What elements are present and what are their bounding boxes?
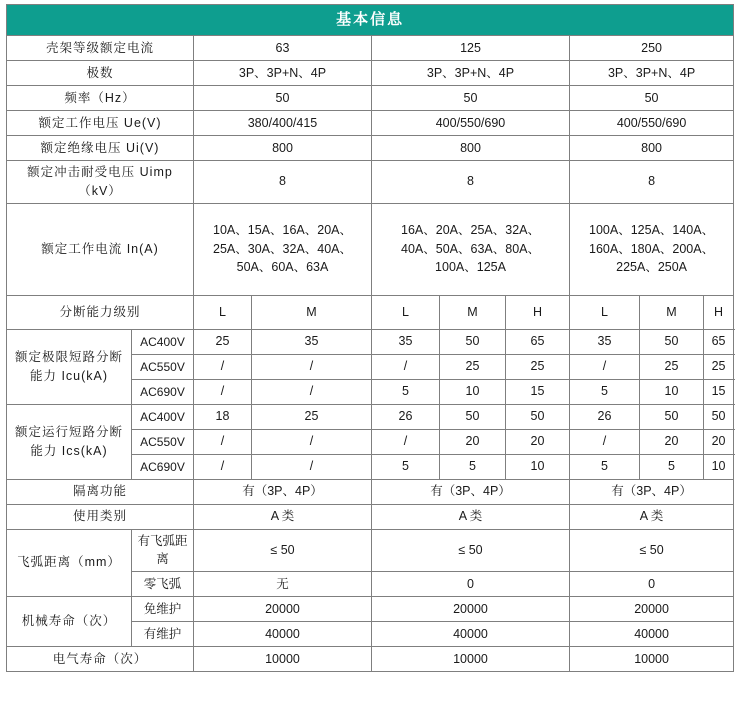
cell-elec-life-125: 10000 bbox=[372, 647, 570, 672]
table-row bbox=[7, 404, 734, 429]
cell-icu-ac550v-125-L: / bbox=[372, 354, 440, 379]
sub-label-zero-arc: 零飞弧 bbox=[132, 572, 194, 597]
cell-ui-250: 800 bbox=[570, 136, 734, 161]
sub-label-ics-ac550v: AC550V bbox=[132, 429, 194, 454]
cell-zero-arc-125: 0 bbox=[372, 572, 570, 597]
table-row bbox=[7, 597, 734, 622]
cell-ics-ac550v-125-L: / bbox=[372, 429, 440, 454]
cell-frame-current-250: 250 bbox=[570, 36, 734, 61]
sub-label-icu-ac400v: AC400V bbox=[132, 329, 194, 354]
cell-icu-ac550v-63-L: / bbox=[194, 354, 252, 379]
cell-ics-ac400v-125-L: 26 bbox=[372, 404, 440, 429]
cell-ics-ac550v-250-M: 20 bbox=[640, 429, 704, 454]
cell-ics-ac400v-250-M: 50 bbox=[640, 404, 704, 429]
cell-utilization-250: A 类 bbox=[570, 504, 734, 529]
cell-ics-ac550v-250-L: / bbox=[570, 429, 640, 454]
cell-icu-ac690v-250-H: 15 bbox=[704, 379, 734, 404]
row-label-elec-life: 电气寿命（次） bbox=[7, 647, 194, 672]
cell-icu-ac400v-125-H: 65 bbox=[506, 329, 570, 354]
cell-mech-free-250: 20000 bbox=[570, 597, 734, 622]
row-label-frequency: 频率（Hz） bbox=[7, 86, 194, 111]
cell-zero-arc-250: 0 bbox=[570, 572, 734, 597]
cell-breaking-level-250-H: H bbox=[704, 295, 734, 329]
cell-ue-250: 400/550/690 bbox=[570, 111, 734, 136]
cell-icu-ac690v-125-H: 15 bbox=[506, 379, 570, 404]
cell-poles-250: 3P、3P+N、4P bbox=[570, 61, 734, 86]
table-row bbox=[7, 203, 734, 295]
row-label-icu: 额定极限短路分断能力 Icu(kA) bbox=[7, 329, 132, 404]
row-label-breaking-level: 分断能力级别 bbox=[7, 295, 194, 329]
cell-isolation-125: 有（3P、4P） bbox=[372, 479, 570, 504]
cell-ics-ac400v-125-H: 50 bbox=[506, 404, 570, 429]
cell-elec-life-63: 10000 bbox=[194, 647, 372, 672]
cell-icu-ac400v-250-M: 50 bbox=[640, 329, 704, 354]
table-row bbox=[7, 161, 734, 204]
cell-ics-ac690v-63-M: / bbox=[252, 454, 372, 479]
cell-ics-ac550v-63-M: / bbox=[252, 429, 372, 454]
cell-ue-125: 400/550/690 bbox=[372, 111, 570, 136]
table-row bbox=[7, 61, 734, 86]
cell-icu-ac690v-125-L: 5 bbox=[372, 379, 440, 404]
cell-icu-ac550v-250-H: 25 bbox=[704, 354, 734, 379]
cell-with-arc-63: ≤ 50 bbox=[194, 529, 372, 572]
row-label-ics: 额定运行短路分断能力 Ics(kA) bbox=[7, 404, 132, 479]
cell-ics-ac400v-125-M: 50 bbox=[440, 404, 506, 429]
cell-breaking-level-125-M: M bbox=[440, 295, 506, 329]
cell-ics-ac400v-250-L: 26 bbox=[570, 404, 640, 429]
cell-icu-ac400v-63-L: 25 bbox=[194, 329, 252, 354]
cell-with-arc-250: ≤ 50 bbox=[570, 529, 734, 572]
cell-utilization-125: A 类 bbox=[372, 504, 570, 529]
row-label-utilization: 使用类别 bbox=[7, 504, 194, 529]
cell-isolation-63: 有（3P、4P） bbox=[194, 479, 372, 504]
cell-ics-ac550v-250-H: 20 bbox=[704, 429, 734, 454]
cell-icu-ac400v-250-H: 65 bbox=[704, 329, 734, 354]
sub-label-icu-ac690v: AC690V bbox=[132, 379, 194, 404]
row-label-arc-distance: 飞弧距离（mm） bbox=[7, 529, 132, 597]
cell-mech-free-63: 20000 bbox=[194, 597, 372, 622]
row-label-frame-current: 壳架等级额定电流 bbox=[7, 36, 194, 61]
cell-icu-ac550v-63-M: / bbox=[252, 354, 372, 379]
cell-ics-ac690v-250-H: 10 bbox=[704, 454, 734, 479]
cell-icu-ac550v-250-L: / bbox=[570, 354, 640, 379]
cell-ics-ac550v-125-H: 20 bbox=[506, 429, 570, 454]
cell-uimp-250: 8 bbox=[570, 161, 734, 204]
sub-label-maintenance-free: 免维护 bbox=[132, 597, 194, 622]
sub-label-with-arc: 有飞弧距离 bbox=[132, 529, 194, 572]
sub-label-ics-ac400v: AC400V bbox=[132, 404, 194, 429]
sub-label-ics-ac690v: AC690V bbox=[132, 454, 194, 479]
table-row bbox=[7, 647, 734, 672]
cell-in-250: 100A、125A、140A、160A、180A、200A、225A、250A bbox=[570, 203, 734, 295]
cell-icu-ac550v-125-H: 25 bbox=[506, 354, 570, 379]
cell-ics-ac690v-63-L: / bbox=[194, 454, 252, 479]
cell-ui-125: 800 bbox=[372, 136, 570, 161]
table-row bbox=[7, 479, 734, 504]
cell-in-63: 10A、15A、16A、20A、25A、30A、32A、40A、50A、60A、63A bbox=[194, 203, 372, 295]
cell-icu-ac400v-125-L: 35 bbox=[372, 329, 440, 354]
sub-label-icu-ac550v: AC550V bbox=[132, 354, 194, 379]
table-row bbox=[7, 504, 734, 529]
table-row bbox=[7, 529, 734, 572]
row-label-poles: 极数 bbox=[7, 61, 194, 86]
cell-elec-life-250: 10000 bbox=[570, 647, 734, 672]
cell-ics-ac400v-63-L: 18 bbox=[194, 404, 252, 429]
table-row bbox=[7, 36, 734, 61]
cell-ui-63: 800 bbox=[194, 136, 372, 161]
cell-poles-63: 3P、3P+N、4P bbox=[194, 61, 372, 86]
cell-isolation-250: 有（3P、4P） bbox=[570, 479, 734, 504]
cell-breaking-level-250-M: M bbox=[640, 295, 704, 329]
table-row bbox=[7, 86, 734, 111]
row-label-isolation: 隔离功能 bbox=[7, 479, 194, 504]
cell-icu-ac400v-63-M: 35 bbox=[252, 329, 372, 354]
table-header-row bbox=[7, 5, 734, 36]
cell-breaking-level-125-H: H bbox=[506, 295, 570, 329]
cell-with-arc-125: ≤ 50 bbox=[372, 529, 570, 572]
cell-frame-current-125: 125 bbox=[372, 36, 570, 61]
cell-ics-ac690v-125-M: 5 bbox=[440, 454, 506, 479]
table-row bbox=[7, 111, 734, 136]
cell-breaking-level-250-L: L bbox=[570, 295, 640, 329]
table-row bbox=[7, 329, 734, 354]
cell-breaking-level-125-L: L bbox=[372, 295, 440, 329]
cell-icu-ac400v-125-M: 50 bbox=[440, 329, 506, 354]
cell-uimp-63: 8 bbox=[194, 161, 372, 204]
cell-ics-ac400v-63-M: 25 bbox=[252, 404, 372, 429]
cell-icu-ac550v-125-M: 25 bbox=[440, 354, 506, 379]
cell-poles-125: 3P、3P+N、4P bbox=[372, 61, 570, 86]
cell-icu-ac690v-125-M: 10 bbox=[440, 379, 506, 404]
cell-icu-ac690v-250-M: 10 bbox=[640, 379, 704, 404]
cell-mech-maint-63: 40000 bbox=[194, 622, 372, 647]
row-label-uimp: 额定冲击耐受电压 Uimp（kV） bbox=[7, 161, 194, 204]
row-label-ue: 额定工作电压 Ue(V) bbox=[7, 111, 194, 136]
table-row bbox=[7, 295, 734, 329]
cell-mech-maint-250: 40000 bbox=[570, 622, 734, 647]
cell-in-125: 16A、20A、25A、32A、40A、50A、63A、80A、100A、125A bbox=[372, 203, 570, 295]
cell-ics-ac550v-63-L: / bbox=[194, 429, 252, 454]
cell-ue-63: 380/400/415 bbox=[194, 111, 372, 136]
row-label-mech-life: 机械寿命（次） bbox=[7, 597, 132, 647]
cell-frame-current-63: 63 bbox=[194, 36, 372, 61]
specification-table bbox=[6, 4, 734, 672]
row-label-in: 额定工作电流 In(A) bbox=[7, 203, 194, 295]
page-title: 基本信息 bbox=[7, 5, 734, 36]
cell-icu-ac690v-250-L: 5 bbox=[570, 379, 640, 404]
table-row bbox=[7, 136, 734, 161]
cell-ics-ac690v-125-L: 5 bbox=[372, 454, 440, 479]
cell-ics-ac400v-250-H: 50 bbox=[704, 404, 734, 429]
cell-breaking-level-63-M: M bbox=[252, 295, 372, 329]
cell-mech-free-125: 20000 bbox=[372, 597, 570, 622]
cell-utilization-63: A 类 bbox=[194, 504, 372, 529]
cell-ics-ac690v-250-L: 5 bbox=[570, 454, 640, 479]
cell-mech-maint-125: 40000 bbox=[372, 622, 570, 647]
cell-icu-ac690v-63-M: / bbox=[252, 379, 372, 404]
cell-ics-ac550v-125-M: 20 bbox=[440, 429, 506, 454]
cell-icu-ac550v-250-M: 25 bbox=[640, 354, 704, 379]
cell-breaking-level-63-L: L bbox=[194, 295, 252, 329]
cell-icu-ac400v-250-L: 35 bbox=[570, 329, 640, 354]
cell-frequency-63: 50 bbox=[194, 86, 372, 111]
sub-label-with-maintenance: 有维护 bbox=[132, 622, 194, 647]
cell-frequency-250: 50 bbox=[570, 86, 734, 111]
cell-icu-ac690v-63-L: / bbox=[194, 379, 252, 404]
cell-ics-ac690v-125-H: 10 bbox=[506, 454, 570, 479]
cell-ics-ac690v-250-M: 5 bbox=[640, 454, 704, 479]
cell-frequency-125: 50 bbox=[372, 86, 570, 111]
cell-uimp-125: 8 bbox=[372, 161, 570, 204]
cell-zero-arc-63: 无 bbox=[194, 572, 372, 597]
row-label-ui: 额定绝缘电压 Ui(V) bbox=[7, 136, 194, 161]
